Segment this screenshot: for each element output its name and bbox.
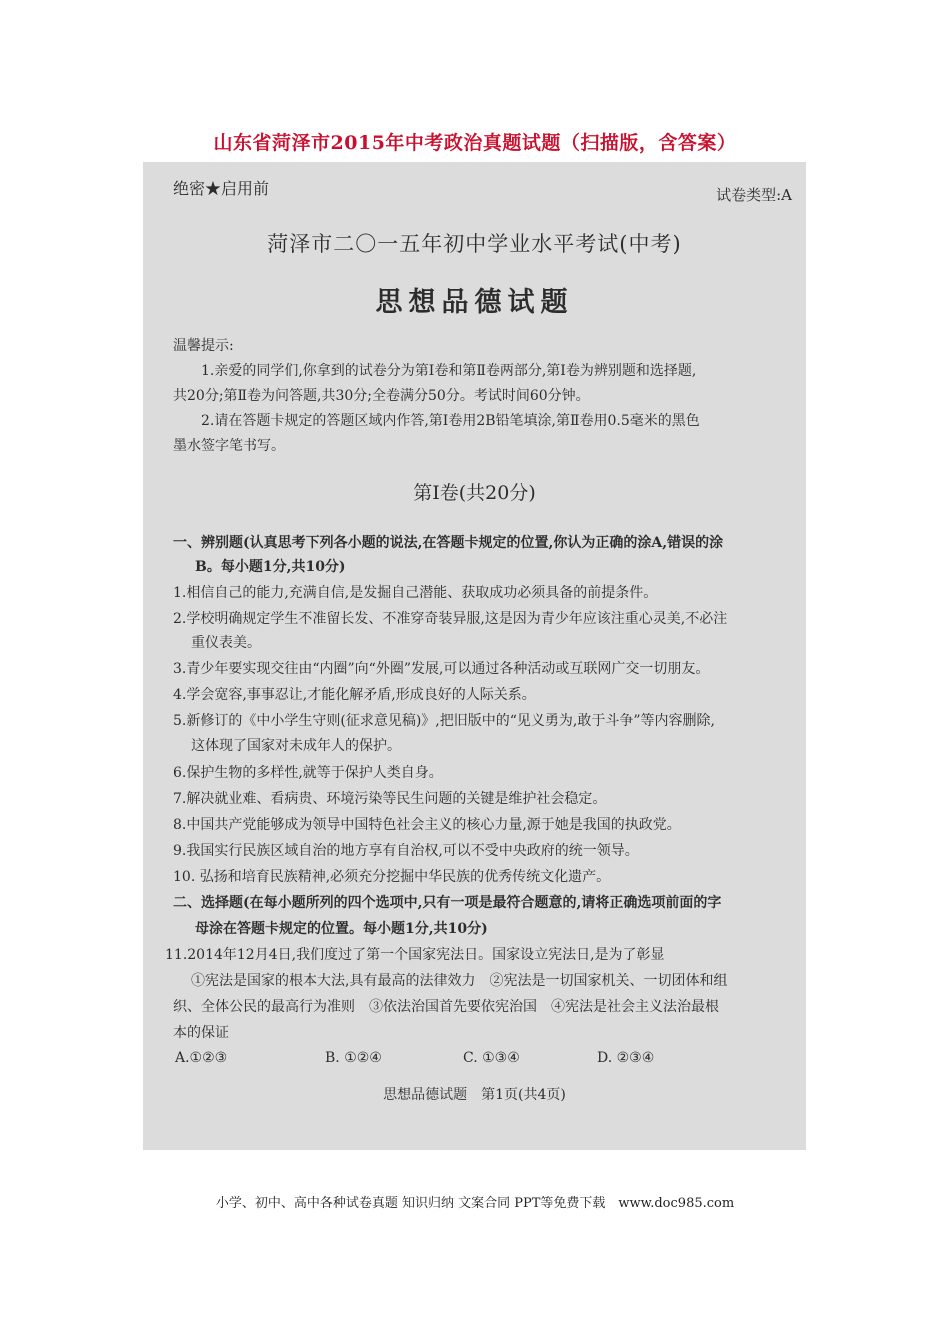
option-c: C. ①③④: [463, 1050, 520, 1066]
question-item: 7.解决就业难、看病贵、环境污染等民生问题的关键是维护社会稳定。: [173, 791, 607, 807]
page-number-footer: 思想品德试题 第1页(共4页): [383, 1087, 566, 1103]
question-item: 2.学校明确规定学生不准留长发、不准穿奇装异服,这是因为青少年应该注重心灵美,不必注: [173, 611, 728, 627]
question-item: 1.相信自己的能力,充满自信,是发掘自己潜能、获取成功必须具备的前提条件。: [173, 585, 658, 601]
secret-label: 绝密★启用前: [173, 179, 270, 198]
tip-line: 2.请在答题卡规定的答题区域内作答,第Ⅰ卷用2B铅笔填涂,第Ⅱ卷用0.5毫米的黑色: [201, 413, 700, 429]
tip-line: 共20分;第Ⅱ卷为问答题,共30分;全卷满分50分。考试时间60分钟。: [173, 388, 590, 404]
part2-heading: 二、选择题(在每小题所列的四个选项中,只有一项是最符合题意的,请将正确选项前面的字: [173, 895, 722, 911]
question-item: 重仪表美。: [191, 635, 261, 651]
question-item: 8.中国共产党能够成为领导中国特色社会主义的核心力量,源于她是我国的执政党。: [173, 817, 681, 833]
tip-line: 墨水签字笔书写。: [173, 438, 285, 454]
tip-line: 1.亲爱的同学们,你拿到的试卷分为第Ⅰ卷和第Ⅱ卷两部分,第Ⅰ卷为辨别题和选择题,: [201, 363, 697, 379]
question-item: 4.学会宽容,事事忍让,才能化解矛盾,形成良好的人际关系。: [173, 687, 536, 703]
question-item: 9.我国实行民族区域自治的地方享有自治权,可以不受中央政府的统一领导。: [173, 843, 639, 859]
section-title: 第Ⅰ卷(共20分): [413, 482, 536, 504]
question-item: 5.新修订的《中小学生守则(征求意见稿)》,把旧版中的“见义勇为,敢于斗争”等内容删除,: [173, 713, 715, 729]
option-a: A.①②③: [175, 1050, 228, 1066]
option-b: B. ①②④: [325, 1050, 382, 1066]
part2-heading: 母涂在答题卡规定的位置。每小题1分,共10分): [195, 921, 488, 937]
part1-heading: B。每小题1分,共10分): [195, 559, 346, 575]
site-footer: 小学、初中、高中各种试卷真题 知识归纳 文案合同 PPT等免费下载 www.doc985.com: [215, 1196, 735, 1211]
question-11: 本的保证: [173, 1025, 229, 1041]
question-11: ①宪法是国家的根本大法,具有最高的法律效力 ②宪法是一切国家机关、一切团体和组: [191, 973, 728, 989]
exam-title: 菏泽市二〇一五年初中学业水平考试(中考): [267, 232, 682, 256]
part1-heading: 一、辨别题(认真思考下列各小题的说法,在答题卡规定的位置,你认为正确的涂A,错误的涂: [173, 535, 724, 551]
scanned-exam-page: [143, 162, 806, 1150]
paper-type-label: 试卷类型:A: [716, 186, 792, 204]
document-title: 山东省菏泽市2015年中考政治真题试题（扫描版，含答案）: [213, 132, 737, 154]
option-d: D. ②③④: [597, 1050, 655, 1066]
tips-label: 温馨提示:: [173, 338, 234, 354]
question-11: 11.2014年12月4日,我们度过了第一个国家宪法日。国家设立宪法日,是为了彰显: [165, 947, 665, 963]
question-item: 10. 弘扬和培育民族精神,必须充分挖掘中华民族的优秀传统文化遗产。: [173, 869, 611, 885]
question-11: 织、全体公民的最高行为准则 ③依法治国首先要依宪治国 ④宪法是社会主义法治最根: [173, 999, 719, 1015]
subject-title: 思想品德试题: [375, 287, 574, 318]
question-item: 6.保护生物的多样性,就等于保护人类自身。: [173, 765, 443, 781]
question-item: 这体现了国家对未成年人的保护。: [191, 738, 401, 754]
question-item: 3.青少年要实现交往由“内圈”向“外圈”发展,可以通过各种活动或互联网广交一切朋友。: [173, 661, 710, 677]
